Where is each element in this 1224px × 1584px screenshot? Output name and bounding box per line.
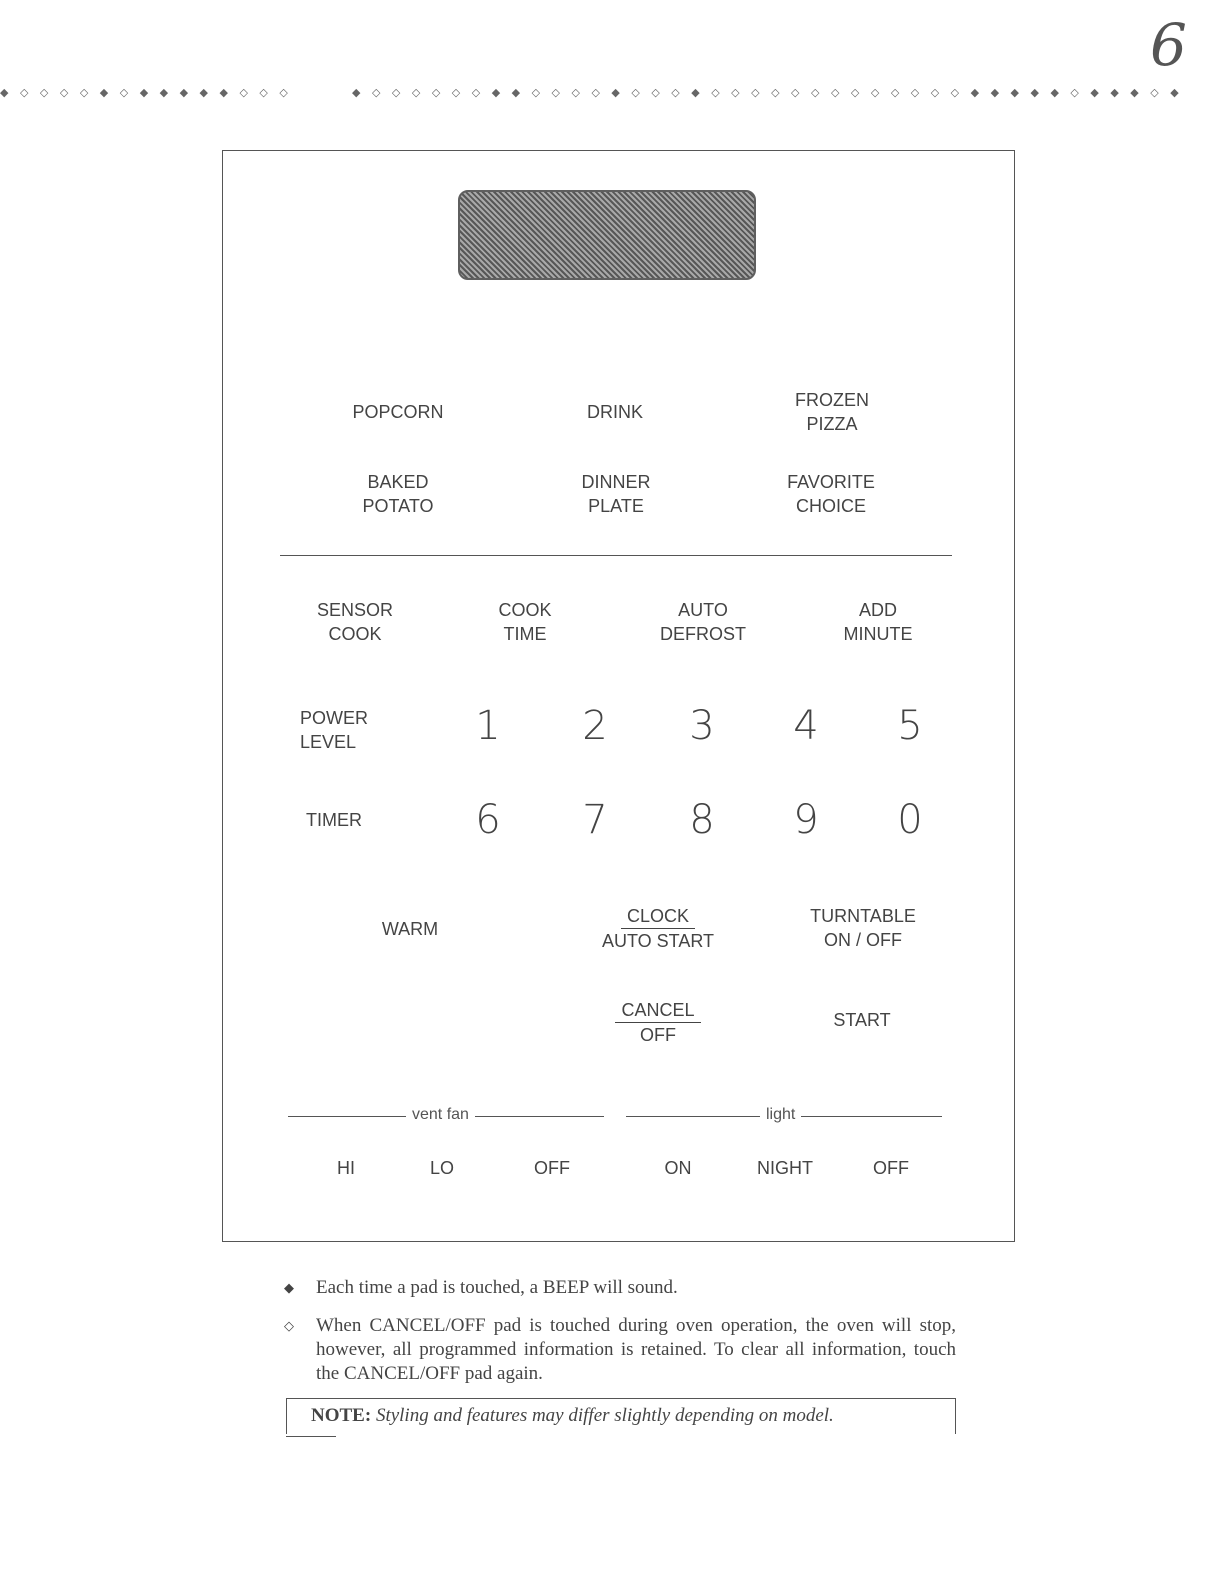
timer-label: TIMER [306,810,362,830]
digit-2-pad[interactable]: 2 [582,703,608,749]
auto-defrost-pad[interactable] [648,598,758,646]
favorite-choice-label-line1: FAVORITE [787,472,875,492]
light-night-button[interactable]: NIGHT [757,1158,813,1178]
diamond-bullet-icon: ◆ [284,1280,294,1295]
clock-auto-start-pad[interactable] [588,904,728,953]
page-number: 6 [1150,11,1187,79]
section-divider [280,555,952,556]
decorative-dot-border-left: ◆ ◇ ◇ ◇ ◇ ◆ ◇ ◆ ◆ ◆ ◆ ◆ ◇ ◇ ◇ [0,86,292,99]
baked-potato-label-line2: POTATO [362,496,434,516]
drink-label: DRINK [586,402,643,422]
warm-label: WARM [381,919,439,939]
note-box [286,1398,956,1434]
digit-0-pad[interactable]: 0 [897,797,923,843]
note-box-text: Styling and features may differ slightly depending on model. [375,1405,834,1426]
add-minute-label-line2: MINUTE [843,624,913,644]
vent-fan-lo-button[interactable]: LO [429,1158,454,1178]
digit-5-pad[interactable]: 5 [897,703,923,749]
warm-pad[interactable] [360,917,460,941]
frozen-pizza-pad[interactable] [772,388,892,436]
timer-pad[interactable] [306,808,396,832]
frozen-pizza-label-line2: PIZZA [806,414,858,434]
diamond-bullet-icon: ◇ [284,1318,294,1333]
light-label: light [760,1106,801,1124]
note-box-bottom-rule [286,1436,336,1437]
power-level-label-line2: LEVEL [300,732,357,752]
cook-time-label-line2: TIME [503,624,547,644]
note-label: NOTE: [311,1405,372,1426]
clock-label: CLOCK [621,904,695,929]
cancel-off-label: OFF [640,1025,676,1045]
power-level-label-line1: POWER [300,708,369,728]
cancel-label: CANCEL [615,998,700,1023]
control-panel [222,150,1015,1242]
turntable-label-line1: TURNTABLE [810,906,916,926]
decorative-dot-border-right: ◆ ◇ ◇ ◇ ◇ ◇ ◇ ◆ ◆ ◇ ◇ ◇ ◇ ◆ ◇ ◇ ◇ ◆ ◇ ◇ ◇ ◇ ◇ ◇ ◇ ◇ ◇ ◇ ◇ ◇ ◇ ◆ ◆ ◆ ◆ ◆ ◇ ◆ ◆ ◆ ◇ ◆ [352,86,1183,99]
auto-defrost-label-line2: DEFROST [659,624,746,644]
note-item [284,1314,956,1386]
baked-potato-label-line1: BAKED [367,472,429,492]
favorite-choice-pad[interactable] [770,470,892,518]
notes-list [284,1276,956,1400]
sensor-cook-pad[interactable] [300,598,410,646]
power-level-pad[interactable] [300,706,390,754]
favorite-choice-label-line2: CHOICE [795,496,866,516]
digit-3-pad[interactable]: 3 [689,703,715,749]
start-pad[interactable] [812,1008,912,1032]
dinner-plate-label-line2: PLATE [588,496,644,516]
drink-pad[interactable] [565,400,665,424]
auto-start-label: AUTO START [601,931,715,951]
digit-7-pad[interactable]: 7 [582,797,608,843]
frozen-pizza-label-line1: FROZEN [795,390,869,410]
start-label: START [833,1010,891,1030]
popcorn-pad[interactable] [332,400,464,424]
auto-defrost-label-line1: AUTO [678,600,728,620]
sensor-cook-label-line1: SENSOR [316,600,394,620]
turntable-pad[interactable] [796,904,930,952]
sensor-cook-label-line2: COOK [328,624,382,644]
digit-4-pad[interactable]: 4 [793,703,819,749]
popcorn-label: POPCORN [352,402,444,422]
note-text: When CANCEL/OFF pad is touched during oven operation, the oven will stop, however, all programmed information is retained. To clear all information, touch the CANCEL/OFF pad again. [316,1315,956,1384]
add-minute-pad[interactable] [828,598,928,646]
digit-6-pad[interactable]: 6 [475,797,501,843]
display-window [458,190,756,280]
vent-fan-label: vent fan [406,1106,475,1124]
dinner-plate-label-line1: DINNER [581,472,651,492]
digit-8-pad[interactable]: 8 [689,797,715,843]
vent-fan-hi-button[interactable]: HI [337,1158,355,1178]
cook-time-label-line1: COOK [498,600,552,620]
add-minute-label-line1: ADD [858,600,897,620]
note-item [284,1276,956,1300]
note-text: Each time a pad is touched, a BEEP will sound. [316,1277,678,1298]
light-on-button[interactable]: ON [664,1158,692,1178]
cancel-off-pad[interactable] [602,998,714,1047]
baked-potato-pad[interactable] [342,470,454,518]
digit-9-pad[interactable]: 9 [793,797,819,843]
digit-1-pad[interactable]: 1 [475,703,501,749]
cook-time-pad[interactable] [480,598,570,646]
turntable-label-line2: ON / OFF [824,930,902,950]
vent-fan-off-button[interactable]: OFF [534,1158,570,1178]
dinner-plate-pad[interactable] [560,470,672,518]
light-off-button[interactable]: OFF [873,1158,909,1178]
